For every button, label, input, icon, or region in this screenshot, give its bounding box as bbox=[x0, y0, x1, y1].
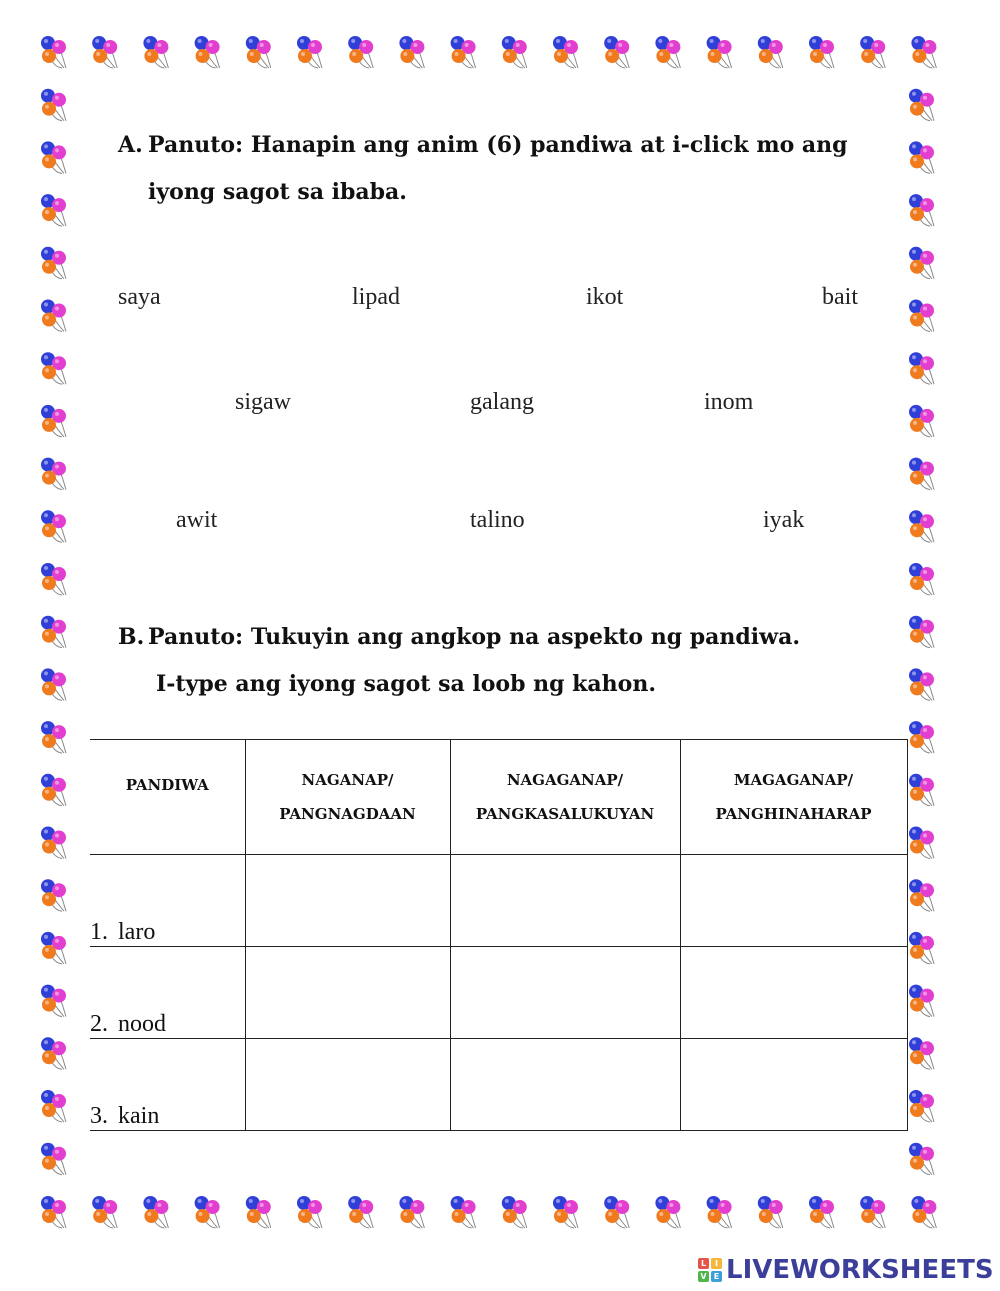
balloon-icon bbox=[502, 36, 527, 68]
balloon-icon bbox=[911, 36, 936, 68]
balloon-icon bbox=[41, 668, 66, 700]
balloon-icon bbox=[707, 36, 732, 68]
balloon-icon bbox=[553, 1196, 578, 1228]
instruction-a bbox=[118, 132, 848, 158]
balloon-icon bbox=[809, 1196, 834, 1228]
instruction-b bbox=[118, 624, 800, 650]
word-option[interactable]: awit bbox=[176, 507, 218, 533]
liveworksheets-logo bbox=[698, 1255, 994, 1285]
balloon-icon bbox=[41, 774, 66, 806]
balloon-icon bbox=[41, 510, 66, 542]
balloon-icon bbox=[909, 827, 934, 859]
word-option[interactable]: galang bbox=[470, 389, 534, 415]
table-header-row bbox=[90, 740, 907, 855]
balloon-icon bbox=[909, 458, 934, 490]
word-option[interactable]: saya bbox=[118, 284, 161, 310]
word-option[interactable]: iyak bbox=[763, 507, 805, 533]
logo-text: LIVEWORKSHEETS bbox=[726, 1255, 994, 1285]
answer-input[interactable] bbox=[451, 947, 680, 1038]
balloon-icon bbox=[41, 721, 66, 753]
header-magaganap: MAGAGANAP/ PANGHINAHARAP bbox=[680, 740, 907, 855]
answer-input[interactable] bbox=[451, 1039, 680, 1130]
answer-cell[interactable] bbox=[450, 947, 680, 1039]
word-option[interactable]: talino bbox=[470, 507, 525, 533]
answer-input[interactable] bbox=[681, 855, 907, 946]
logo-tile: V bbox=[698, 1271, 709, 1282]
balloon-icon bbox=[909, 879, 934, 911]
balloon-icon bbox=[143, 1196, 168, 1228]
balloon-icon bbox=[41, 827, 66, 859]
balloon-icon bbox=[909, 141, 934, 173]
balloon-icon bbox=[909, 774, 934, 806]
balloon-icon bbox=[707, 1196, 732, 1228]
balloon-icon bbox=[758, 1196, 783, 1228]
balloon-icon bbox=[909, 616, 934, 648]
answer-cell[interactable] bbox=[450, 855, 680, 947]
balloon-icon bbox=[41, 1196, 66, 1228]
answer-cell[interactable] bbox=[680, 855, 907, 947]
answer-input[interactable] bbox=[451, 855, 680, 946]
answer-input[interactable] bbox=[681, 947, 907, 1038]
logo-tile: I bbox=[711, 1258, 722, 1269]
balloon-icon bbox=[604, 1196, 629, 1228]
balloon-icon bbox=[92, 1196, 117, 1228]
balloon-icon bbox=[41, 352, 66, 384]
balloon-icon bbox=[909, 1037, 934, 1069]
balloon-icon bbox=[41, 405, 66, 437]
balloon-icon bbox=[909, 563, 934, 595]
balloon-icon bbox=[41, 879, 66, 911]
balloon-icon bbox=[41, 1143, 66, 1175]
balloon-icon bbox=[41, 563, 66, 595]
balloon-icon bbox=[41, 932, 66, 964]
balloon-icon bbox=[655, 1196, 680, 1228]
table-row bbox=[90, 855, 907, 947]
answer-table bbox=[90, 739, 908, 1131]
header-pandiwa: PANDIWA bbox=[90, 740, 245, 855]
table-row bbox=[90, 1039, 907, 1131]
word-option[interactable]: bait bbox=[822, 284, 858, 310]
balloon-icon bbox=[41, 300, 66, 332]
word-option[interactable]: inom bbox=[704, 389, 754, 415]
balloon-icon bbox=[909, 721, 934, 753]
balloon-icon bbox=[195, 1196, 220, 1228]
balloon-icon bbox=[604, 36, 629, 68]
answer-cell[interactable] bbox=[680, 1039, 907, 1131]
balloon-icon bbox=[909, 510, 934, 542]
balloon-icon bbox=[909, 300, 934, 332]
balloon-icon bbox=[41, 985, 66, 1017]
balloon-icon bbox=[909, 247, 934, 279]
instruction-a-line2: iyong sagot sa ibaba. bbox=[148, 179, 407, 205]
answer-cell[interactable] bbox=[245, 855, 450, 947]
balloon-icon bbox=[911, 1196, 936, 1228]
balloon-icon bbox=[41, 194, 66, 226]
balloon-icon bbox=[909, 985, 934, 1017]
balloon-icon bbox=[860, 1196, 885, 1228]
balloon-icon bbox=[41, 36, 66, 68]
balloon-icon bbox=[909, 668, 934, 700]
instruction-b-letter: B. bbox=[118, 624, 145, 650]
verb-cell: 3. kain bbox=[90, 1039, 245, 1131]
instruction-a-line1: Panuto: Hanapin ang anim (6) pandiwa at i-click mo ang bbox=[148, 132, 848, 158]
balloon-icon bbox=[909, 1090, 934, 1122]
answer-input[interactable] bbox=[246, 1039, 450, 1130]
balloon-icon bbox=[297, 1196, 322, 1228]
balloon-icon bbox=[809, 36, 834, 68]
balloon-icon bbox=[92, 36, 117, 68]
answer-input[interactable] bbox=[246, 855, 450, 946]
instruction-b-line2: I-type ang iyong sagot sa loob ng kahon. bbox=[156, 671, 656, 697]
balloon-icon bbox=[41, 89, 66, 121]
instruction-b-line1: Panuto: Tukuyin ang angkop na aspekto ng pandiwa. bbox=[148, 624, 801, 650]
balloon-icon bbox=[502, 1196, 527, 1228]
word-option[interactable]: sigaw bbox=[235, 389, 291, 415]
answer-input[interactable] bbox=[681, 1039, 907, 1130]
balloon-icon bbox=[246, 1196, 271, 1228]
answer-cell[interactable] bbox=[680, 947, 907, 1039]
balloon-icon bbox=[909, 352, 934, 384]
balloon-icon bbox=[41, 247, 66, 279]
balloon-icon bbox=[41, 1090, 66, 1122]
verb-cell: 2. nood bbox=[90, 947, 245, 1039]
balloon-icon bbox=[909, 1143, 934, 1175]
answer-input[interactable] bbox=[246, 947, 450, 1038]
balloon-icon bbox=[348, 36, 373, 68]
balloon-icon bbox=[553, 36, 578, 68]
answer-cell[interactable] bbox=[245, 947, 450, 1039]
balloon-icon bbox=[41, 458, 66, 490]
balloon-icon bbox=[758, 36, 783, 68]
balloon-icon bbox=[399, 1196, 424, 1228]
balloon-icon bbox=[399, 36, 424, 68]
balloon-icon bbox=[909, 405, 934, 437]
header-naganap: NAGANAP/ PANGNAGDAAN bbox=[245, 740, 450, 855]
answer-cell[interactable] bbox=[450, 1039, 680, 1131]
verb-cell: 1. laro bbox=[90, 855, 245, 947]
logo-tile: E bbox=[711, 1271, 722, 1282]
balloon-icon bbox=[297, 36, 322, 68]
balloon-icon bbox=[143, 36, 168, 68]
balloon-icon bbox=[41, 616, 66, 648]
answer-cell[interactable] bbox=[245, 1039, 450, 1131]
balloon-icon bbox=[909, 89, 934, 121]
balloon-icon bbox=[41, 1037, 66, 1069]
balloon-icon bbox=[655, 36, 680, 68]
logo-mark-icon bbox=[698, 1258, 722, 1282]
balloon-icon bbox=[195, 36, 220, 68]
balloon-icon bbox=[246, 36, 271, 68]
balloon-icon bbox=[451, 1196, 476, 1228]
balloon-icon bbox=[860, 36, 885, 68]
instruction-a-letter: A. bbox=[118, 132, 143, 158]
balloon-icon bbox=[451, 36, 476, 68]
word-option[interactable]: ikot bbox=[586, 284, 624, 310]
balloon-icon bbox=[41, 141, 66, 173]
balloon-icon bbox=[909, 194, 934, 226]
table-row bbox=[90, 947, 907, 1039]
header-nagaganap: NAGAGANAP/ PANGKASALUKUYAN bbox=[450, 740, 680, 855]
balloon-icon bbox=[348, 1196, 373, 1228]
balloon-icon bbox=[909, 932, 934, 964]
word-option[interactable]: lipad bbox=[352, 284, 400, 310]
logo-tile: L bbox=[698, 1258, 709, 1269]
